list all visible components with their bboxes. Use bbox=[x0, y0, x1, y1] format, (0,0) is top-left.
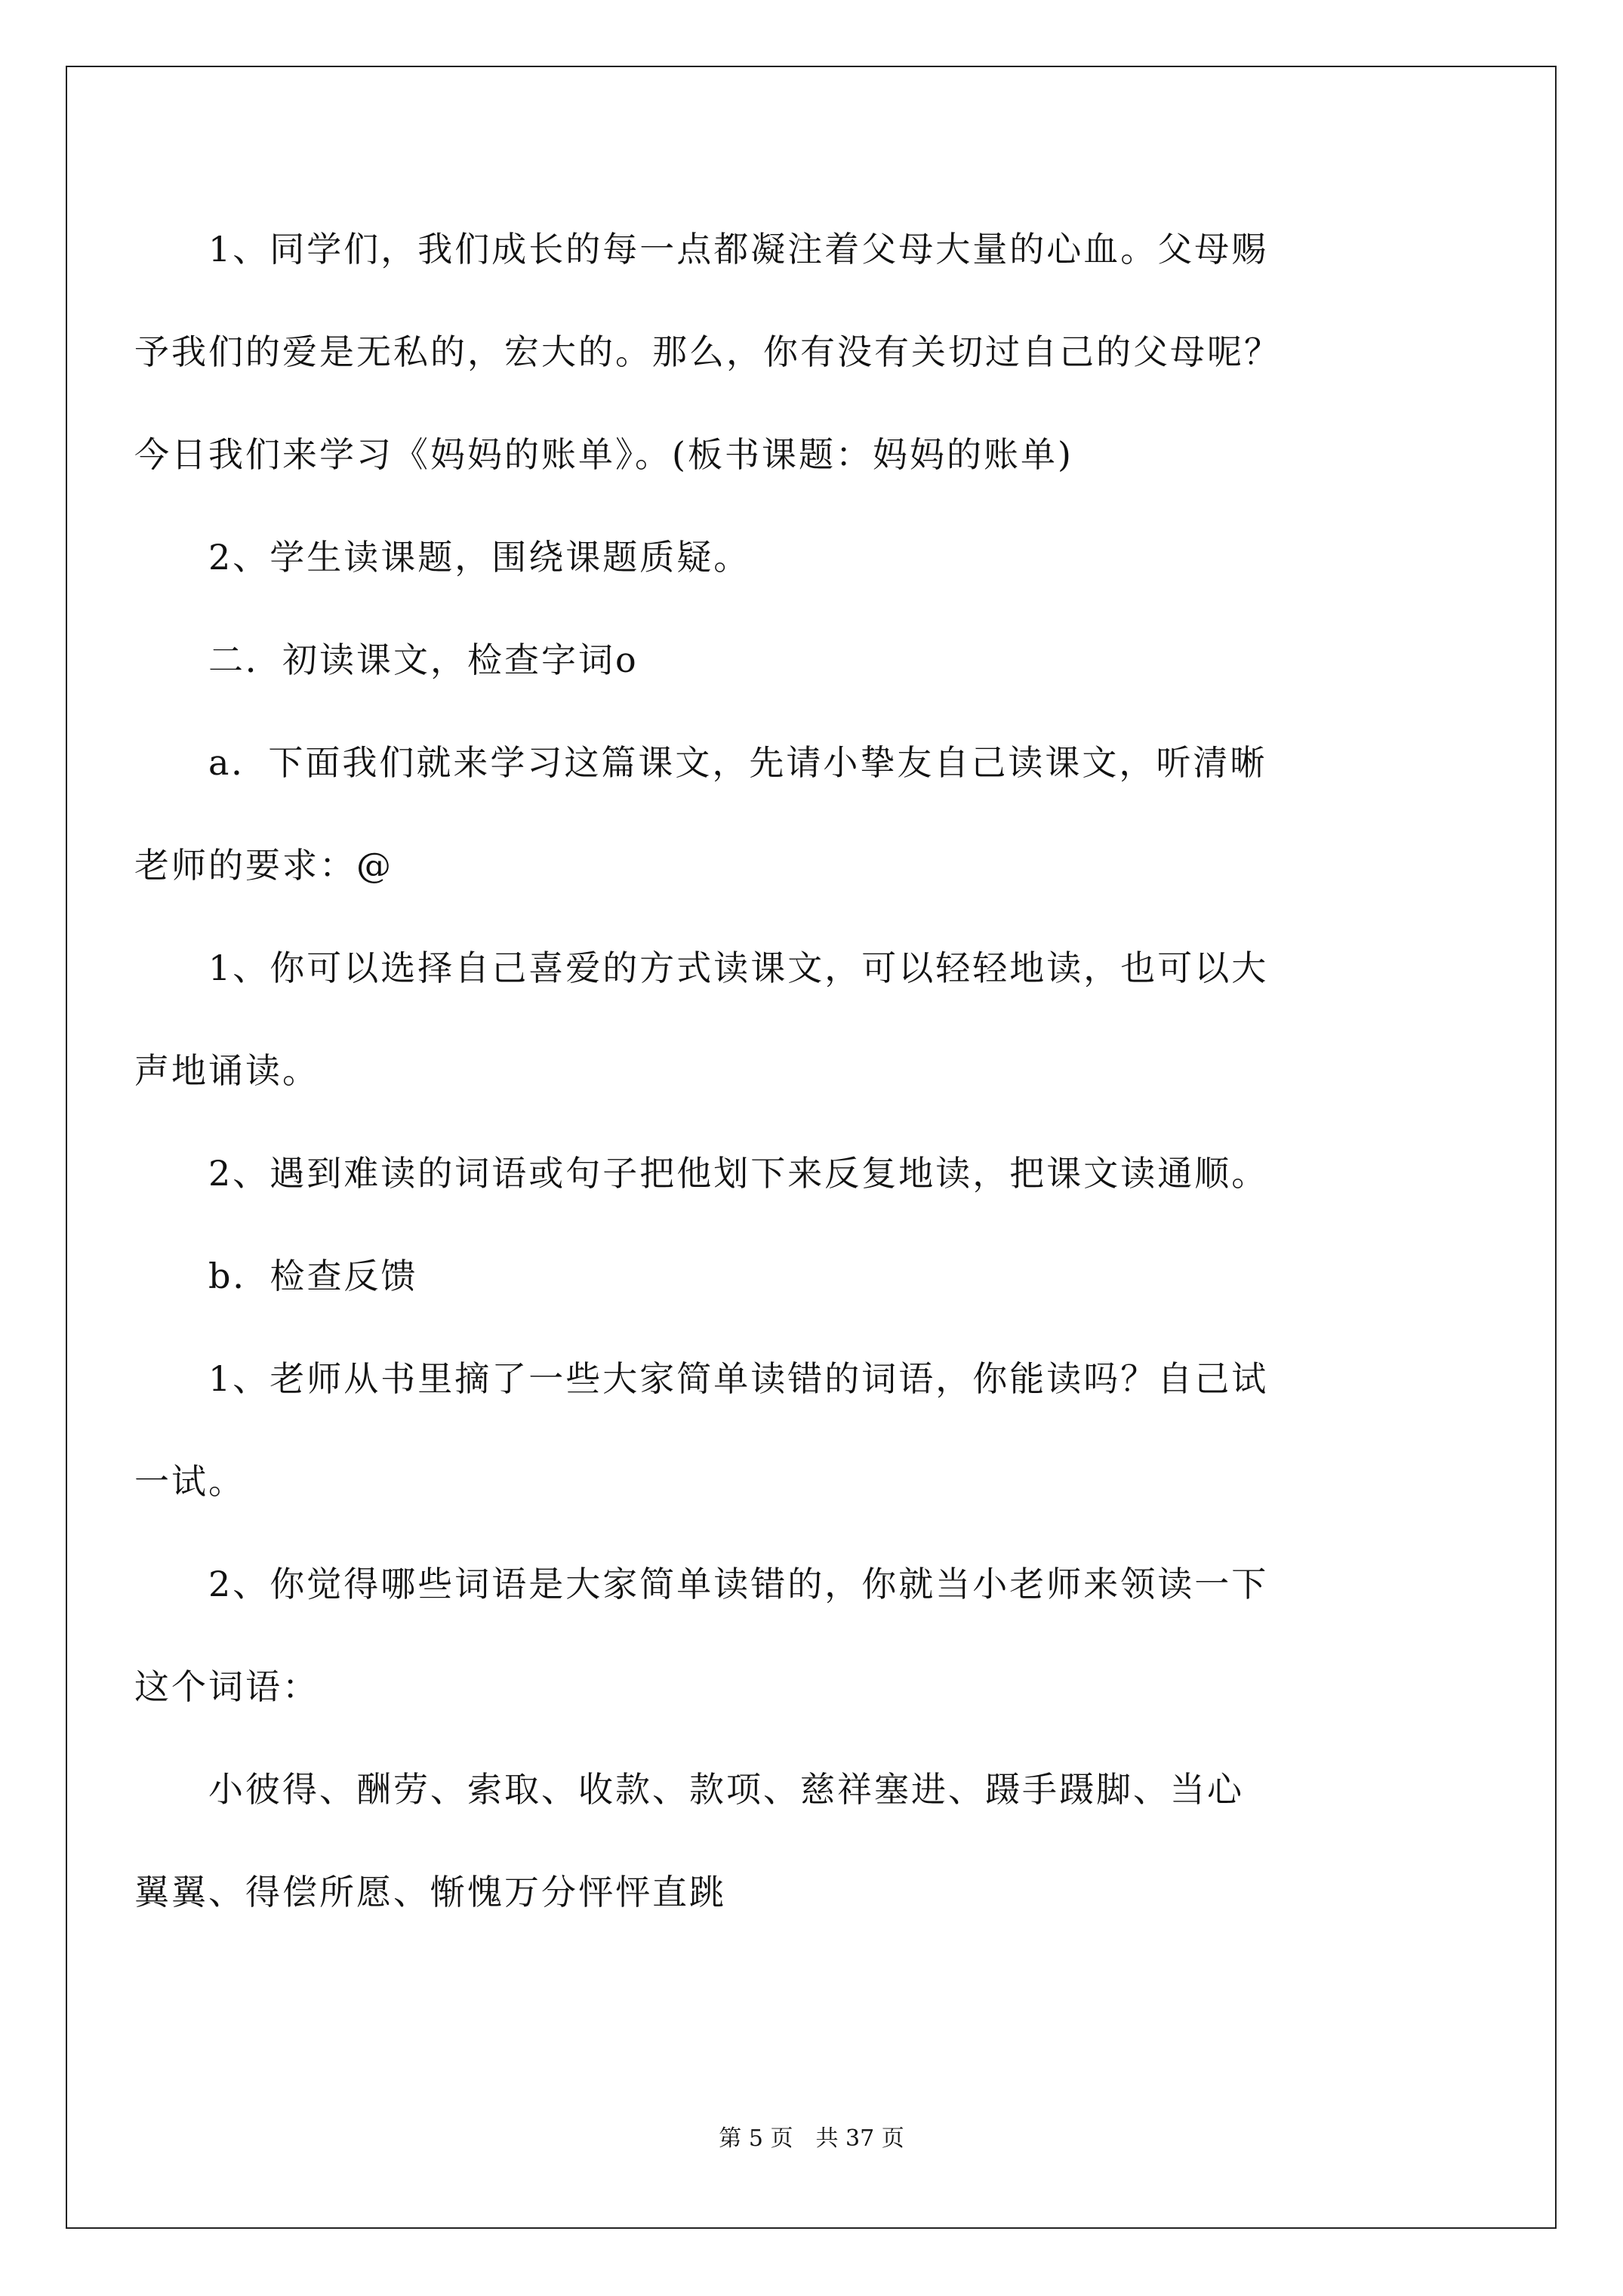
text-line: 1、老师从书里摘了一些大家简单读错的词语，你能读吗？自己试 bbox=[134, 1358, 1269, 1399]
text-line: 1、你可以选择自己喜爱的方式读课文，可以轻轻地读，也可以大 bbox=[134, 948, 1269, 988]
text-line: 老师的要求：@ bbox=[134, 845, 393, 886]
text-line: 小彼得、酬劳、索取、收款、款项、慈祥塞进、蹑手蹑脚、当心 bbox=[134, 1769, 1244, 1810]
text-line: 翼翼、得偿所愿、惭愧万分怦怦直跳 bbox=[134, 1872, 726, 1912]
text-line: 一试。 bbox=[134, 1461, 245, 1502]
text-line: a．下面我们就来学习这篇课文，先请小挚友自己读课文，听清晰 bbox=[134, 742, 1267, 783]
text-line: 2、你觉得哪些词语是大家简单读错的，你就当小老师来领读一下 bbox=[134, 1564, 1269, 1604]
text-line: 予我们的爱是无私的，宏大的。那么，你有没有关切过自己的父母呢？ bbox=[134, 331, 1281, 372]
text-line: 2、学生读课题，围绕课题质疑。 bbox=[134, 537, 751, 578]
text-line: 二．初读课文，检查字词o bbox=[134, 639, 639, 680]
text-line: 今日我们来学习《妈妈的账单》。(板书课题：妈妈的账单) bbox=[134, 434, 1073, 475]
page-number-footer: 第 5 页 共 37 页 bbox=[719, 2125, 904, 2152]
text-line: 2、遇到难读的词语或句子把他划下来反复地读，把课文读通顺。 bbox=[134, 1153, 1269, 1194]
text-line: 这个词语： bbox=[134, 1666, 319, 1707]
text-line: 1、同学们，我们成长的每一点都凝注着父母大量的心血。父母赐 bbox=[134, 229, 1269, 270]
text-line: b．检查反馈 bbox=[134, 1256, 418, 1296]
text-line: 声地诵读。 bbox=[134, 1050, 319, 1091]
